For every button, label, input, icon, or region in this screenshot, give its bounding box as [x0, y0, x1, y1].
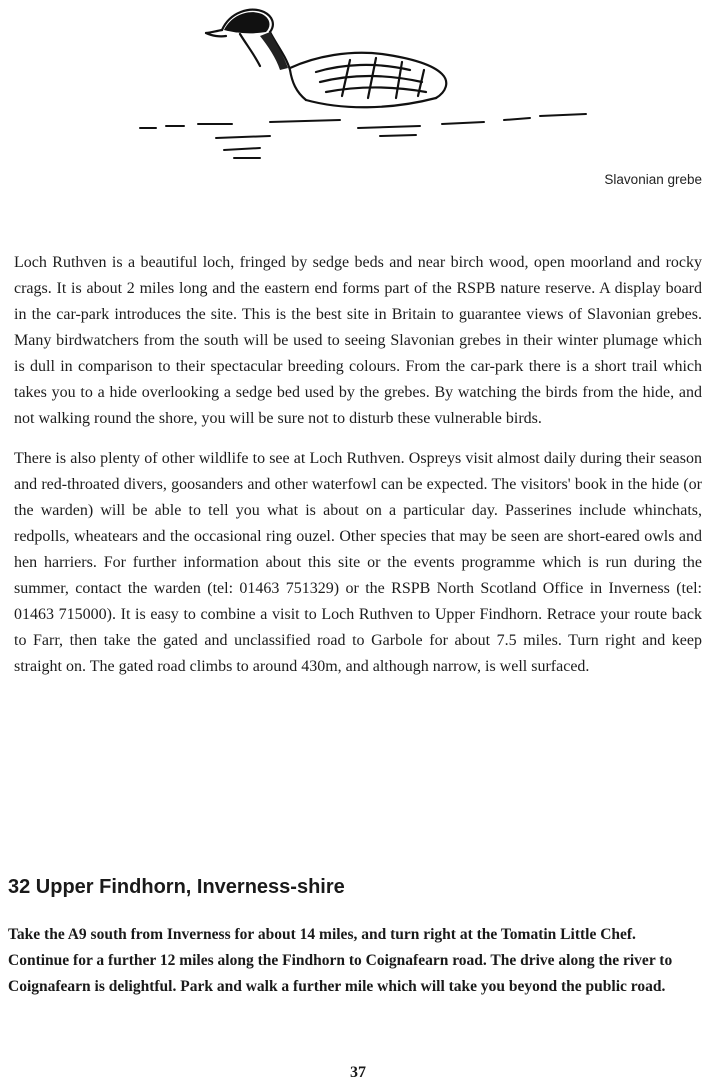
page-number: 37: [350, 1064, 366, 1081]
grebe-illustration: [120, 0, 620, 170]
figure-caption: Slavonian grebe: [604, 172, 702, 187]
paragraph-loch-ruthven: Loch Ruthven is a beautiful loch, fringed by sedge beds and near birch wood, open moorland and rocky crags. It is about 2 miles long and the eastern end forms part of the RSPB nature reserve. A display board in the car-park introduces the site. This is the best site in Britain to guarantee views of Slavonian grebes. Many birdwatchers from the south will be used to seeing Slavonian grebes in their winter plumage which is dull in comparison to their spectacular breeding colours. From the car-park there is a short trail which takes you to a hide overlooking a sedge bed used by the grebes. By watching the birds from the hide, and not walking round the shore, you will be sure not to disturb these vulnerable birds.: [14, 254, 702, 427]
section-heading: 32 Upper Findhorn, Inverness-shire: [8, 876, 345, 898]
section-directions: Take the A9 south from Inverness for about 14 miles, and turn right at the Tomatin Little Chef. Continue for a further 12 miles along the Findhorn to Coignafearn road. The drive along the river to Coignafearn is delightful. Park and walk a further mile which will take you beyond the public road.: [8, 926, 673, 995]
paragraph-wildlife: There is also plenty of other wildlife to see at Loch Ruthven. Ospreys visit almost daily during their season and red-throated divers, goosanders and other waterfowl can be expected. The visitors' book in the hide (or the warden) will be able to tell you what is about on a particular day. Passerines include whinchats, redpolls, wheatears and the occasional ring ouzel. Other species that may be seen are short-eared owls and hen harriers. For further information about this site or the events programme which is run during the summer, contact the warden (tel: 01463 751329) or the RSPB North Scotland Office in Inverness (tel: 01463 715000). It is easy to combine a visit to Loch Ruthven to Upper Findhorn. Retrace your route back to Farr, then take the gated and unclassified road to Garbole for about 7.5 miles. Turn right and keep straight on. The gated road climbs to around 430m, and although narrow, is well surfaced.: [14, 450, 702, 675]
article-body: [14, 250, 702, 694]
grebe-icon: [120, 0, 620, 170]
